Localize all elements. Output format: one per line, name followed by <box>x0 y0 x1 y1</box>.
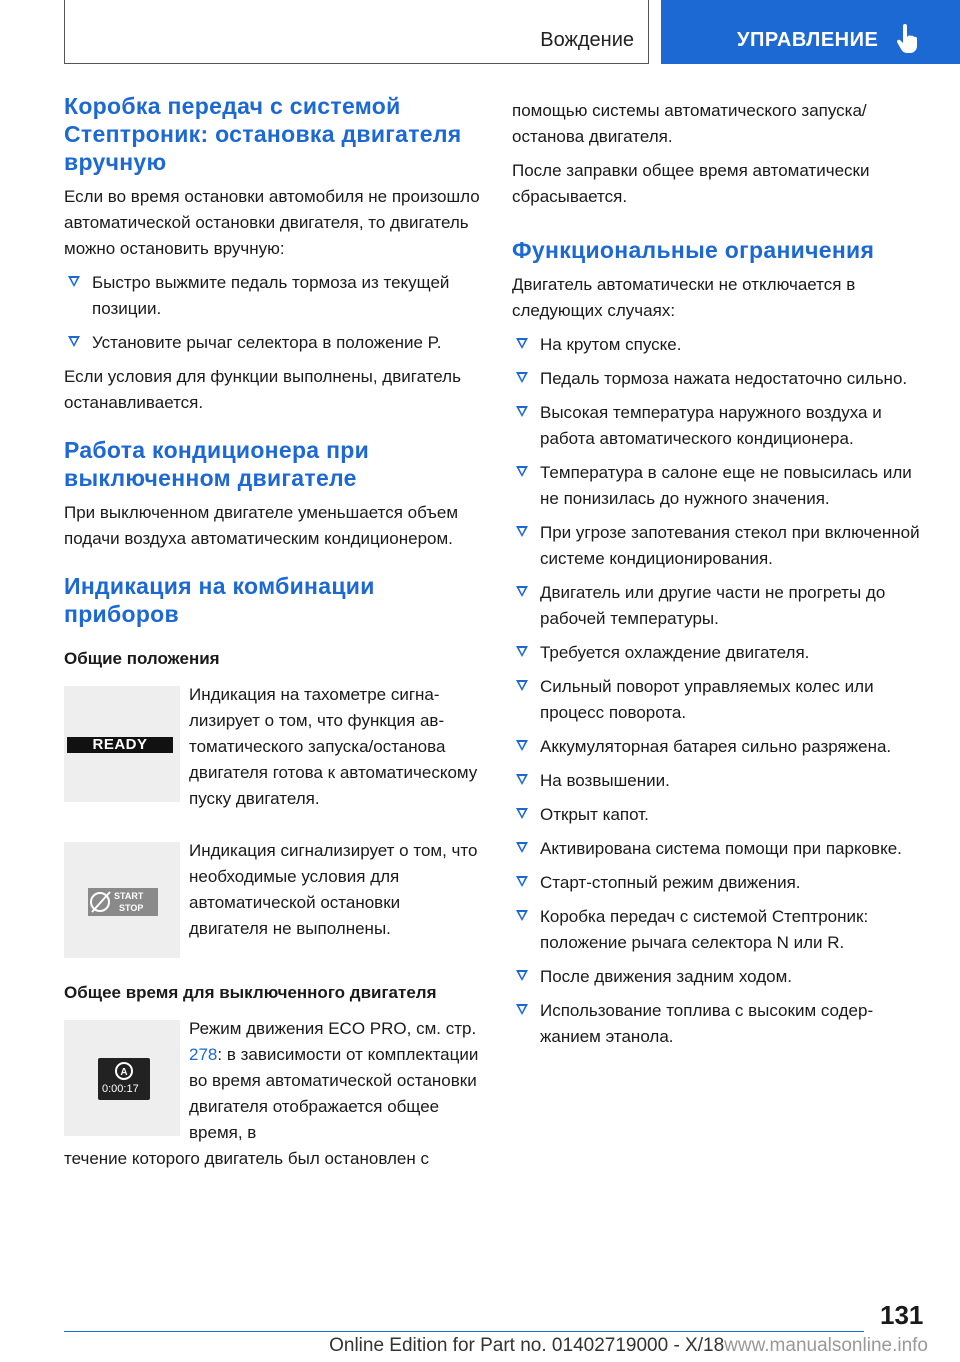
start-stop-indicator-text: Индикация сигнализирует о том, что необходимые условия для автоматической остановки двигателя не выполнены. <box>189 841 478 938</box>
heading-gearbox-manual-stop: Коробка передач с системой Стептроник: остановка двигателя вручную <box>64 93 462 175</box>
triangle-bullet-icon <box>516 372 528 383</box>
heading-instrument-cluster: Индикация на комбинации приборов <box>64 573 375 627</box>
triangle-bullet-icon <box>516 406 528 417</box>
triangle-bullet-icon <box>516 338 528 349</box>
list-item: Установите рычаг селектора в положение P. <box>64 330 480 356</box>
triangle-bullet-icon <box>516 646 528 657</box>
page-278-link[interactable]: 278 <box>189 1045 218 1064</box>
triangle-bullet-icon <box>516 466 528 477</box>
start-stop-indicator-image <box>64 842 180 958</box>
svg-text:A: A <box>120 1067 128 1078</box>
auto-start-stop-icon <box>113 1060 135 1082</box>
hand-pointer-icon <box>897 24 919 54</box>
triangle-bullet-icon <box>68 336 80 347</box>
paragraph-reset: После заправки общее время автоматически сбрасывается. <box>512 161 870 206</box>
total-time-indicator-text: Режим движения ECO PRO, см. стр. 278: в зависимости от комплектации во время автоматической остановки двигателя отображается общее время, в <box>189 1019 479 1142</box>
triangle-bullet-icon <box>516 680 528 691</box>
page-number: 131 <box>880 1300 924 1330</box>
list-item: При угрозе запотевания стекол при включенной системе кондиционирования. <box>512 520 928 572</box>
list-item: Коробка передач с системой Стептроник: положение рычага селектора N или R. <box>512 904 928 956</box>
header-section-box <box>64 0 649 64</box>
triangle-bullet-icon <box>516 526 528 537</box>
list-item: На возвышении. <box>512 768 928 794</box>
timer-badge <box>98 1058 150 1100</box>
list-item: Сильный поворот управляемых колес или процесс поворота. <box>512 674 928 726</box>
footer-edition: Online Edition for Part no. 01402719000 - X/18 <box>329 1335 725 1356</box>
start-label: START <box>114 891 144 901</box>
list-item: Температура в салоне еще не повысилась или не понизилась до нужного значения. <box>512 460 928 512</box>
indicator-total-time <box>64 1016 480 1146</box>
header-section-title: Вождение <box>540 29 634 51</box>
list-item: Требуется охлаждение двигателя. <box>512 640 928 666</box>
list-item: После движения задним ходом. <box>512 964 928 990</box>
total-time-text-continued: течение которого двигатель был остановлен с <box>64 1149 429 1168</box>
triangle-bullet-icon <box>516 740 528 751</box>
triangle-bullet-icon <box>516 842 528 853</box>
triangle-bullet-icon <box>68 276 80 287</box>
triangle-bullet-icon <box>516 1004 528 1015</box>
list-item: Педаль тормоза нажата недостаточно сильно. <box>512 366 928 392</box>
list-item: Использование топлива с высоким содержанием этанола. <box>512 998 928 1050</box>
list-item: Двигатель или другие части не прогреты до рабочей температуры. <box>512 580 928 632</box>
footer <box>329 1335 928 1357</box>
ready-indicator-image <box>64 686 180 802</box>
list-item: Высокая температура наружного воздуха и работа автоматического кондиционера. <box>512 400 928 452</box>
ready-indicator-text: Индикация на тахометре сигнализирует о том, что функция автоматического запуска/останова двигателя готова к автоматическому пуску двигателя. <box>189 685 478 808</box>
paragraph-limitations: Двигатель автоматически не отключается в следующих случаях: <box>512 275 856 320</box>
heading-limitations: Функциональные ограничения <box>512 237 875 263</box>
indicator-start-stop <box>64 838 480 954</box>
list-item: На крутом спуске. <box>512 332 928 358</box>
list-item: Быстро выжмите педаль тормоза из текущей позиции. <box>64 270 480 322</box>
paragraph-gearbox: Если во время остановки автомобиля не произошло автоматической остановки двигателя, то двигатель можно остановить вручную: <box>64 187 480 258</box>
triangle-bullet-icon <box>516 808 528 819</box>
paragraph-continued: помощью системы автоматического запуска/останова двигателя. <box>512 101 867 146</box>
triangle-bullet-icon <box>516 970 528 981</box>
triangle-bullet-icon <box>516 586 528 597</box>
list-item: Старт-стопный режим движения. <box>512 870 928 896</box>
gearbox-steps-list <box>64 270 480 356</box>
header-chapter-title: УПРАВЛЕНИЕ <box>737 29 879 51</box>
stop-label: STOP <box>119 903 144 913</box>
list-item: Активирована система помощи при парковке. <box>512 836 928 862</box>
footer-divider <box>64 1331 864 1332</box>
subheading-total-time: Общее время для выключенного двигателя <box>64 983 437 1002</box>
total-time-indicator-image <box>64 1020 180 1136</box>
ready-badge: READY <box>67 737 173 753</box>
header-chapter-tab[interactable] <box>661 0 960 64</box>
list-item: Открыт капот. <box>512 802 928 828</box>
paragraph-gearbox-result: Если условия для функции выполнены, двигатель останавливается. <box>64 367 461 412</box>
left-column <box>64 92 480 1180</box>
right-column <box>512 98 928 1058</box>
triangle-bullet-icon <box>516 774 528 785</box>
timer-value: 0:00:17 <box>102 1083 139 1095</box>
subheading-general: Общие положения <box>64 649 220 668</box>
triangle-bullet-icon <box>516 876 528 887</box>
paragraph-ac: При выключенном двигателе уменьшается объем подачи воздуха автоматическим кондиционером. <box>64 503 459 548</box>
heading-ac-engine-off: Работа кондиционера при выключенном двигателе <box>64 437 370 491</box>
indicator-ready <box>64 682 480 812</box>
list-item: Аккумуляторная батарея сильно разряжена. <box>512 734 928 760</box>
limitations-list <box>512 332 928 1050</box>
triangle-bullet-icon <box>516 910 528 921</box>
footer-watermark: www.manualsonline.info <box>724 1335 928 1356</box>
